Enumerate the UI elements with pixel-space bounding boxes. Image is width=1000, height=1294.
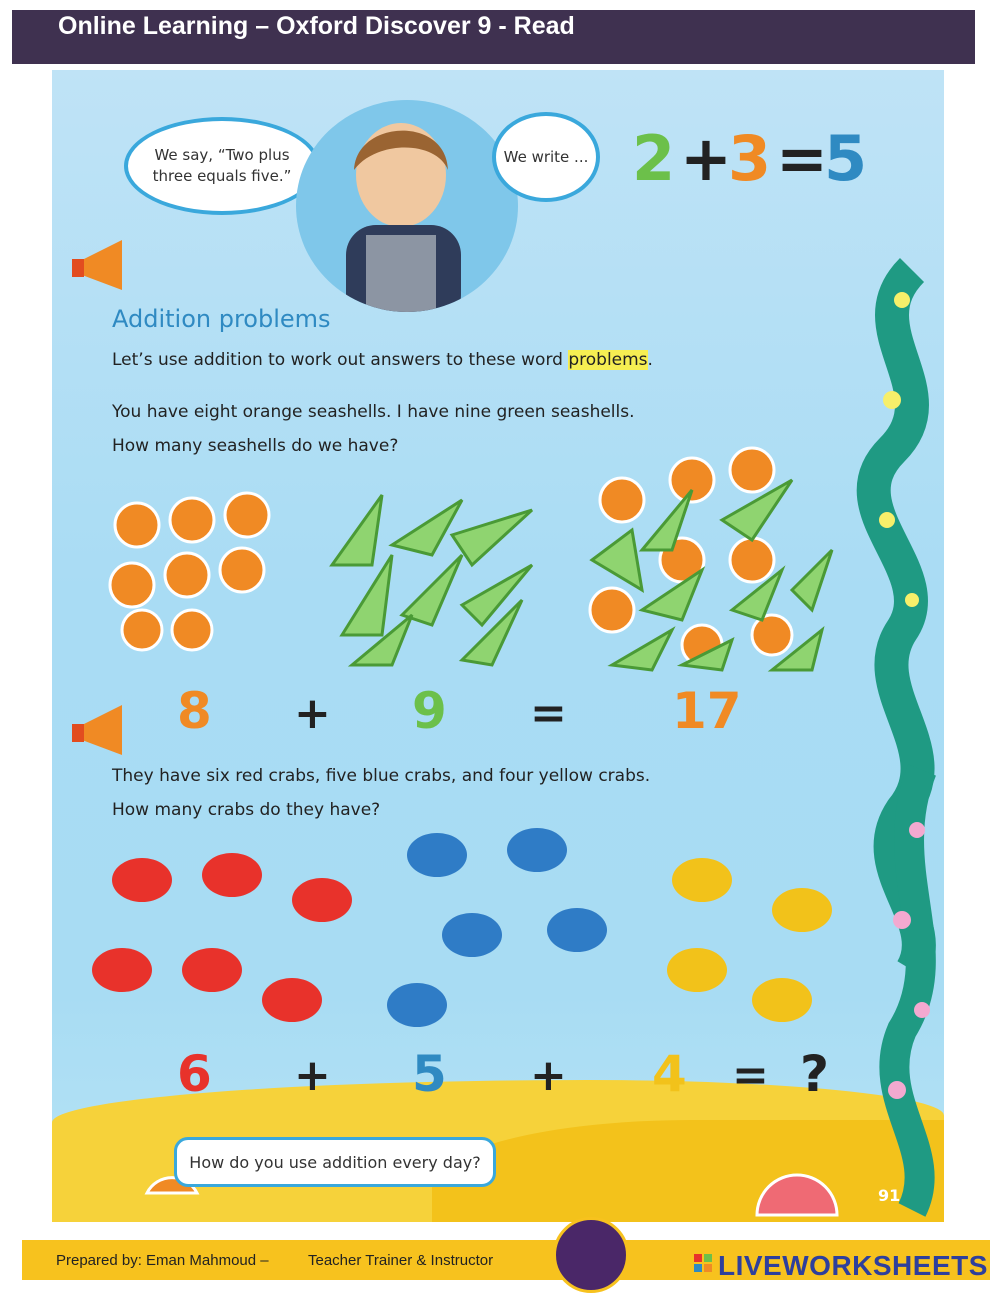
problem2-unknown: ?: [800, 1045, 830, 1103]
intro-period: .: [647, 350, 653, 370]
worksheet-page: [52, 70, 944, 1222]
question-text: How do you use addition every day?: [189, 1152, 481, 1172]
header-title: Online Learning – Oxford Discover 9 - Read: [58, 12, 575, 40]
problem1-number: 8: [177, 682, 212, 740]
equation-equals: =: [776, 122, 828, 195]
discussion-question: [174, 1137, 496, 1187]
problem2-plus: +: [530, 1050, 567, 1101]
speech-bubble-write: [492, 112, 600, 202]
footer-role: Teacher Trainer & Instructor: [308, 1252, 494, 1269]
problem2-number: 4: [652, 1045, 687, 1103]
school-logo: [553, 1217, 629, 1293]
intro-text: Let’s use addition to work out answers to these word: [112, 350, 569, 370]
problem2-line2: How many crabs do they have?: [112, 800, 381, 820]
red-crabs-group: [82, 840, 362, 1040]
boy-figure: [296, 100, 518, 312]
problem1-number: 9: [412, 682, 447, 740]
footer-prepared-by: Prepared by: Eman Mahmoud –: [56, 1252, 269, 1269]
equation-digit: 2: [632, 122, 676, 195]
yellow-crabs-group: [642, 840, 862, 1040]
equation-result: 5: [824, 122, 868, 195]
problem1-result: 17: [672, 682, 742, 740]
page-number: 91: [878, 1186, 901, 1205]
speech-say-text: We say, “Two plus three equals five.”: [152, 146, 292, 185]
orange-seashells-group: [107, 490, 287, 650]
equation-digit: 3: [728, 122, 772, 195]
problem1-line2: How many seashells do we have?: [112, 436, 399, 456]
speech-write-text: We write ...: [503, 147, 589, 166]
liveworksheets-brand[interactable]: LIVEWORKSHEETS: [718, 1250, 988, 1281]
section-intro: [112, 350, 653, 370]
mixed-seashells-group: [572, 450, 832, 670]
section-title: Addition problems: [112, 305, 331, 333]
megaphone-icon: [72, 700, 142, 760]
megaphone-icon: [72, 235, 142, 295]
liveworksheets-icon: [694, 1254, 712, 1272]
problem2-line1: They have six red crabs, five blue crabs, and four yellow crabs.: [112, 766, 651, 786]
speech-bubble-say: [124, 117, 320, 215]
problem2-equals: =: [732, 1050, 769, 1101]
problem2-number: 6: [177, 1045, 212, 1103]
problem1-line1: You have eight orange seashells. I have nine green seashells.: [112, 402, 635, 422]
pink-coral-decoration: [872, 770, 944, 1210]
pink-seashell-icon: [752, 1150, 842, 1220]
highlighted-word: problems: [568, 350, 648, 370]
problem1-plus: +: [294, 688, 331, 739]
problem1-equals: =: [530, 688, 567, 739]
blue-crabs-group: [372, 810, 612, 1030]
boy-photo: [296, 100, 518, 312]
problem2-number: 5: [412, 1045, 447, 1103]
green-seashells-group: [322, 485, 542, 665]
problem2-plus: +: [294, 1050, 331, 1101]
equation-plus: +: [680, 122, 732, 195]
